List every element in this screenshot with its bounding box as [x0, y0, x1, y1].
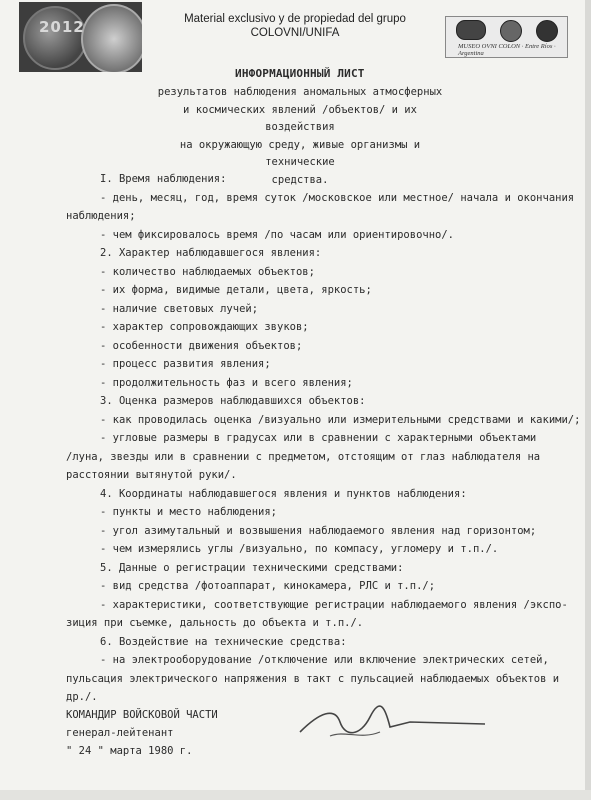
watermark-text	[160, 12, 430, 40]
document-line: - вид средства /фотоаппарат, кинокамера, РЛС и т.п./;	[100, 580, 436, 592]
seal-icon	[536, 20, 558, 42]
handwritten-signature	[290, 702, 490, 744]
rank-line: генерал-лейтенант	[66, 727, 174, 739]
document-line: - наличие световых лучей;	[100, 302, 259, 315]
document-line: - угол азимутальный и возвышения наблюдаемого явления над горизонтом;	[100, 524, 537, 537]
right-logo-caption: MUSEO OVNI COLON · Entre Ríos · Argentina	[458, 43, 556, 57]
document-body	[66, 170, 581, 707]
document-line: др./.	[66, 691, 98, 703]
scan-bottom-edge	[0, 790, 591, 800]
document-line: - чем измерялись углы /визуально, по компасу, угломеру и т.п./.	[100, 543, 499, 555]
document-line: - чем фиксировалось время /по часам или ориентировочно/.	[100, 228, 455, 241]
document-line: - характер сопровождающих звуков;	[100, 321, 309, 333]
coin-icon	[23, 6, 87, 70]
document-line: 6. Воздействие на технические средства:	[100, 635, 347, 648]
document-line: 4. Координаты наблюдавшегося явления и пунктов наблюдения:	[100, 487, 467, 500]
document-line: /луна, звезды или в сравнении с предметом, отстоящим от глаз наблюдателя на	[66, 450, 541, 463]
date-line: " 24 " марта 1980 г.	[66, 745, 193, 757]
document-line: - пункты и место наблюдения;	[100, 506, 278, 518]
watermark-line-1: Material exclusivo y de propiedad del grupo	[184, 13, 406, 25]
document-line: - их форма, видимые детали, цвета, яркость;	[100, 284, 372, 296]
document-line: - процесс развития явления;	[100, 358, 271, 370]
seal-icon	[456, 20, 486, 40]
document-subtitle: результатов наблюдения аномальных атмосферных и космических явлений /объектов/ и их воздействия на окружающую среду, живые организмы и технические средства.	[157, 86, 443, 186]
coin-icon	[81, 4, 142, 72]
commander-line: КОМАНДИР ВОЙСКОВОЙ ЧАСТИ	[66, 709, 218, 721]
document-line: - продолжительность фаз и всего явления;	[100, 376, 353, 389]
document-line: - как проводилась оценка /визуально или измерительными средствами и какими/;	[100, 413, 581, 426]
logo-year: 2012	[39, 18, 85, 36]
document-footer	[66, 706, 218, 760]
left-logo	[19, 2, 142, 72]
document-line: - на электрооборудование /отключение или включение электрических сетей,	[100, 654, 549, 666]
document-line: - день, месяц, год, время суток /московское или местное/ начала и окончания	[100, 191, 575, 204]
document-line: - характеристики, соответствующие регистрации наблюдаемого явления /экспо-	[100, 598, 568, 611]
scan-edge	[585, 0, 591, 800]
document-line: пульсация электрического напряжения в такт с пульсацией наблюдаемых объектов и	[66, 672, 560, 685]
right-logo	[445, 16, 568, 58]
document-line: I. Время наблюдения:	[100, 173, 227, 185]
document-line: - количество наблюдаемых объектов;	[100, 265, 315, 278]
document-line: наблюдения;	[66, 210, 136, 222]
document-line: 3. Оценка размеров наблюдавшихся объектов:	[100, 395, 366, 407]
document-line: - особенности движения объектов;	[100, 339, 303, 352]
document-line: - угловые размеры в градусах или в сравнении с характерными объектами	[100, 432, 537, 444]
document-line: 5. Данные о регистрации техническими средствами:	[100, 561, 404, 574]
document-line: зиция при съемке, дальность до объекта и т.п./.	[66, 617, 364, 629]
seal-icon	[500, 20, 522, 42]
document-title: ИНФОРМАЦИОННЫЙ ЛИСТ	[235, 67, 365, 80]
watermark-line-2: COLOVNI/UNIFA	[250, 27, 340, 39]
document-line: 2. Характер наблюдавшегося явления:	[100, 247, 322, 259]
document-line: расстоянии вытянутой руки/.	[66, 469, 237, 481]
